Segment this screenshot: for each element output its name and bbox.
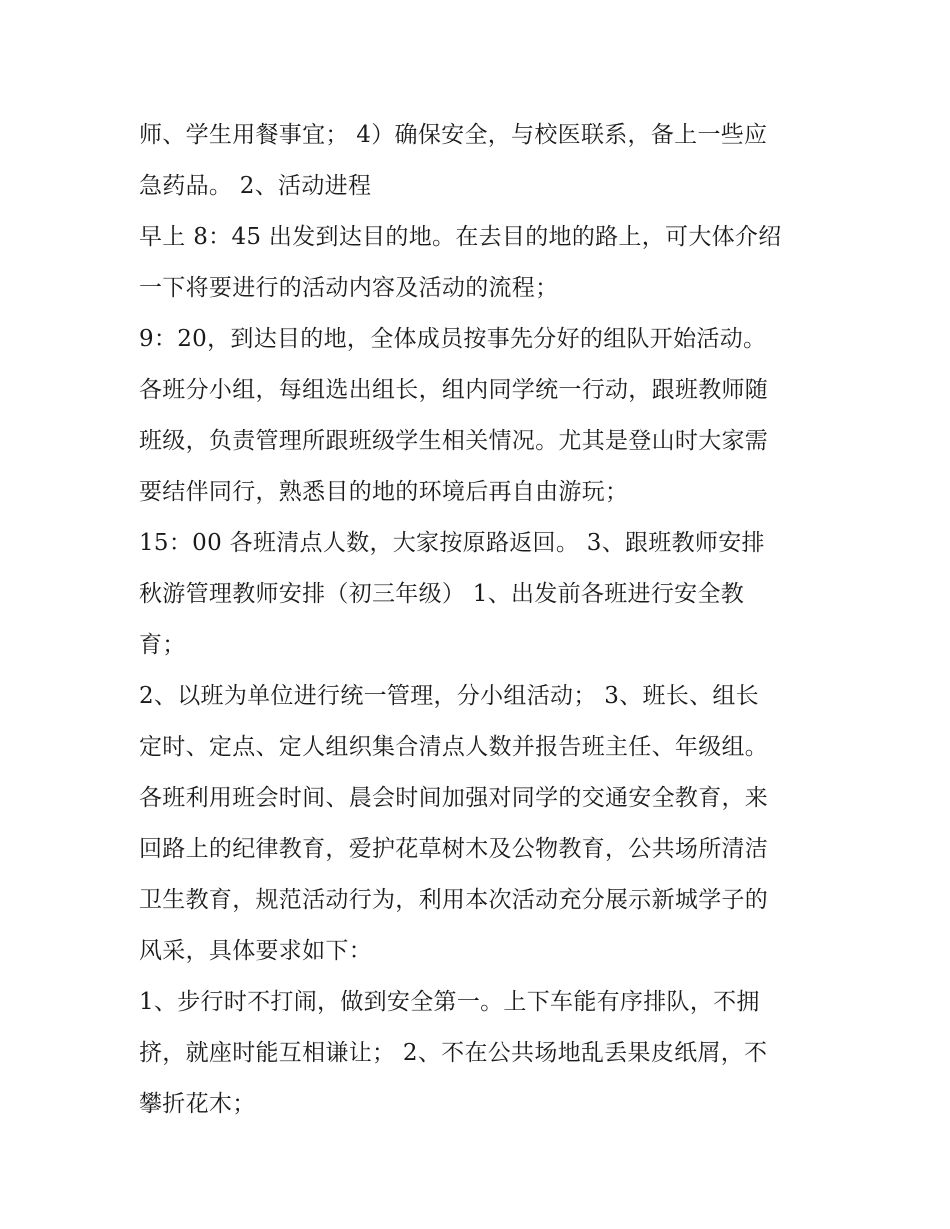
text-line: 1、步行时不打闹，做到安全第一。上下车能有序排队，不拥 [139,989,760,1015]
text-line: 急药品。 2、活动进程 [139,173,372,199]
text-line: 定时、定点、定人组织集合清点人数并报告班主任、年级组。 [139,734,769,760]
text-line: 风采，具体要求如下： [139,938,372,964]
text-line: 要结伴同行，熟悉目的地的环境后再自由游玩； [139,479,629,505]
text-line: 卫生教育，规范活动行为，利用本次活动充分展示新城学子的 [139,887,769,913]
text-line: 回路上的纪律教育，爱护花草树木及公物教育，公共场所清洁 [139,836,769,862]
text-line: 早上 8：45 出发到达目的地。在去目的地的路上，可大体介绍 [139,224,782,250]
text-line: 15：00 各班清点人数，大家按原路返回。 3、跟班教师安排 [139,530,765,556]
text-line: 9：20，到达目的地，全体成员按事先分好的组队开始活动。 [139,326,767,352]
text-line: 各班分小组，每组选出组长，组内同学统一行动，跟班教师随 [139,377,769,403]
text-line: 一下将要进行的活动内容及活动的流程； [139,275,559,301]
text-line: 2、以班为单位进行统一管理，分小组活动； 3、班长、组长 [139,683,759,709]
text-line: 师、学生用餐事宜； 4）确保安全，与校医联系，备上一些应 [139,122,768,148]
text-line: 班级，负责管理所跟班级学生相关情况。尤其是登山时大家需 [139,428,769,454]
text-line: 各班利用班会时间、晨会时间加强对同学的交通安全教育，来 [139,785,769,811]
document-body [139,110,829,1130]
text-line: 挤，就座时能互相谦让； 2、不在公共场地乱丢果皮纸屑，不 [139,1040,768,1066]
text-line: 攀折花木； [139,1091,256,1117]
text-line: 秋游管理教师安排（初三年级） 1、出发前各班进行安全教 [139,581,745,607]
text-line: 育； [139,632,186,658]
